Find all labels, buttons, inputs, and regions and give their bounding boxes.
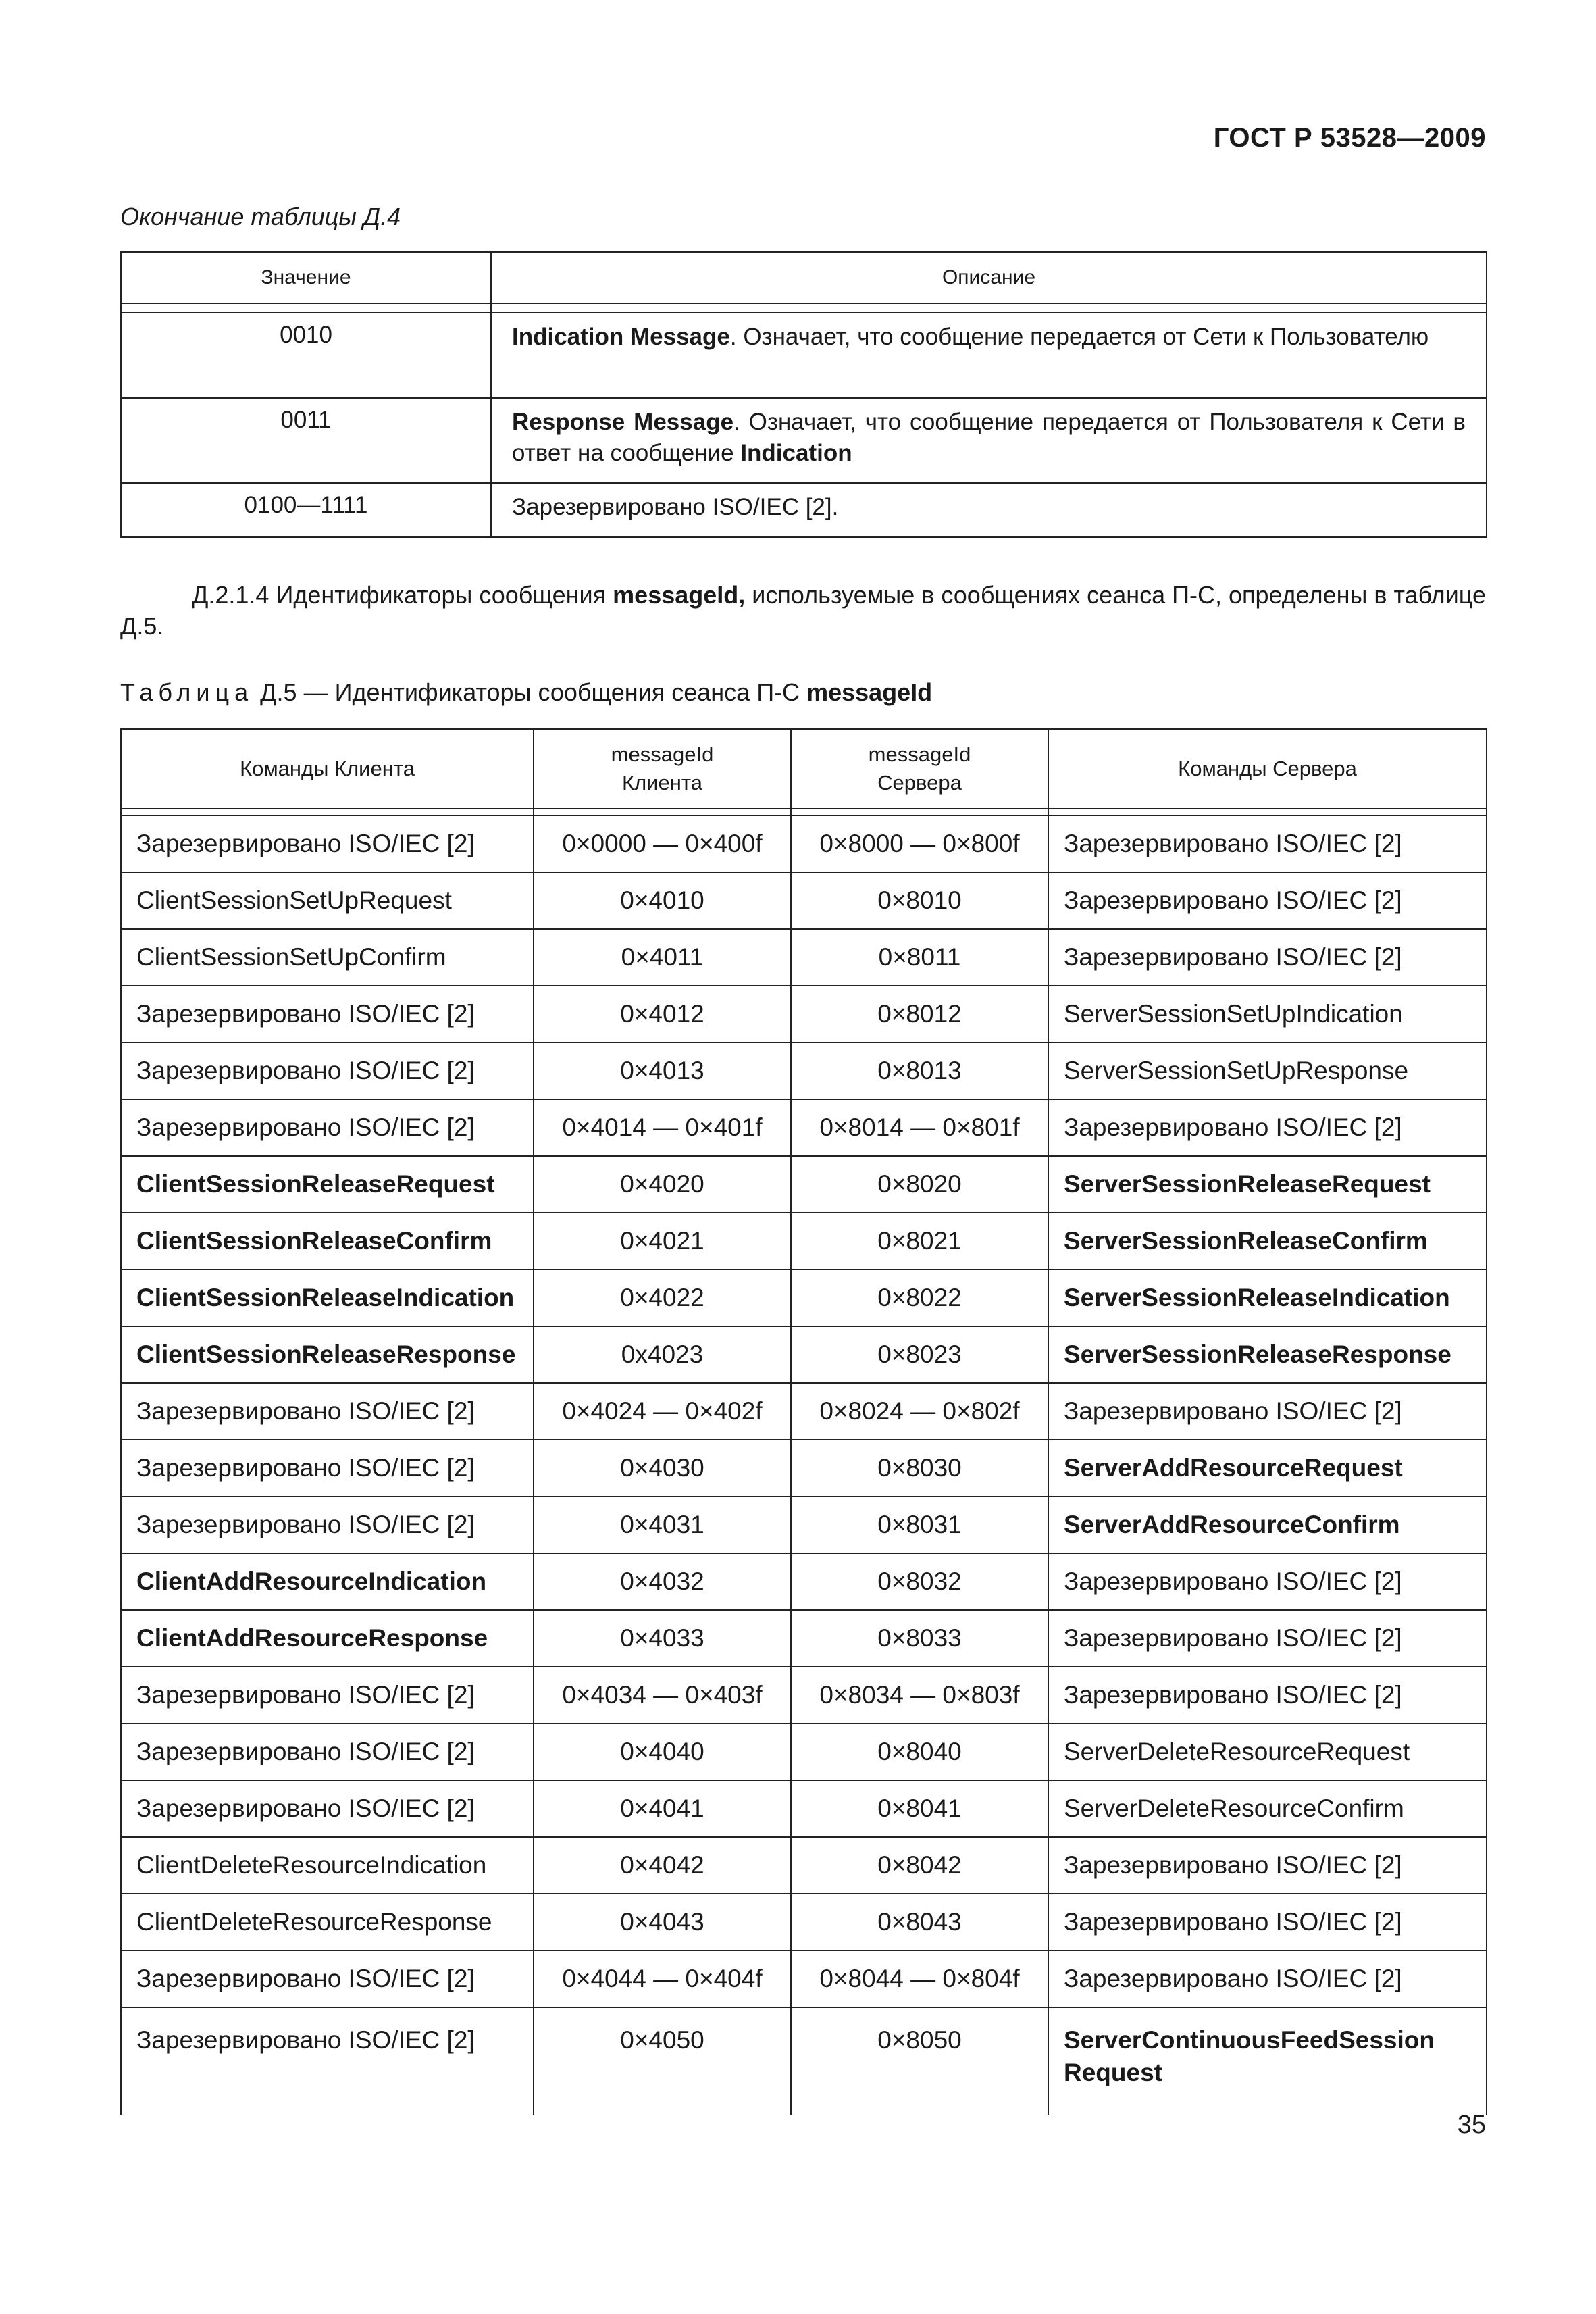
server-messageid-cell: 0×8050 bbox=[791, 2007, 1048, 2115]
client-messageid-cell: 0×4011 bbox=[534, 929, 791, 986]
client-command-cell: ClientSessionSetUpConfirm bbox=[121, 929, 534, 986]
server-command-cell: ServerSessionReleaseRequest bbox=[1048, 1156, 1487, 1213]
client-messageid-cell: 0×4043 bbox=[534, 1894, 791, 1951]
server-command-cell: ServerContinuousFeedSession Request bbox=[1048, 2007, 1487, 2115]
value-cell: 0010 bbox=[121, 313, 491, 398]
server-command-cell: Зарезервировано ISO/IEC [2] bbox=[1048, 1837, 1487, 1894]
server-messageid-cell: 0×8000 — 0×800f bbox=[791, 815, 1048, 872]
client-command-cell: Зарезервировано ISO/IEC [2] bbox=[121, 815, 534, 872]
client-messageid-cell: 0×4022 bbox=[534, 1269, 791, 1326]
server-messageid-cell: 0×8041 bbox=[791, 1780, 1048, 1837]
table-row bbox=[121, 1269, 1487, 1326]
server-command-cell: Зарезервировано ISO/IEC [2] bbox=[1048, 1610, 1487, 1667]
table-row bbox=[121, 986, 1487, 1042]
table-d4-caption: Окончание таблицы Д.4 bbox=[120, 203, 401, 230]
table-row bbox=[121, 872, 1487, 929]
table-row bbox=[121, 398, 1487, 483]
server-command-cell: Зарезервировано ISO/IEC [2] bbox=[1048, 1383, 1487, 1440]
client-command-cell: ClientSessionReleaseResponse bbox=[121, 1326, 534, 1383]
server-messageid-cell: 0×8023 bbox=[791, 1326, 1048, 1383]
server-command-cell: ServerSessionSetUpIndication bbox=[1048, 986, 1487, 1042]
client-command-cell: Зарезервировано ISO/IEC [2] bbox=[121, 1951, 534, 2007]
column-header-client-commands: Команды Клиента bbox=[121, 729, 534, 809]
server-command-cell: ServerDeleteResourceRequest bbox=[1048, 1724, 1487, 1780]
column-header-description: Описание bbox=[491, 252, 1487, 303]
body-paragraph: Д.2.1.4 Идентификаторы сообщения messageId, используемые в сообщениях сеанса П-С, определены в таблице Д.5. bbox=[120, 581, 1486, 640]
value-cell: 0100—1111 bbox=[121, 483, 491, 537]
server-messageid-cell: 0×8043 bbox=[791, 1894, 1048, 1951]
server-messageid-cell: 0×8030 bbox=[791, 1440, 1048, 1496]
table-row bbox=[121, 1724, 1487, 1780]
server-messageid-cell: 0×8034 — 0×803f bbox=[791, 1667, 1048, 1724]
server-messageid-cell: 0×8022 bbox=[791, 1269, 1048, 1326]
client-command-cell: Зарезервировано ISO/IEC [2] bbox=[121, 1383, 534, 1440]
client-command-cell: Зарезервировано ISO/IEC [2] bbox=[121, 1440, 534, 1496]
column-header-server-commands: Команды Сервера bbox=[1048, 729, 1487, 809]
client-messageid-cell: 0×4021 bbox=[534, 1213, 791, 1269]
value-cell: 0011 bbox=[121, 398, 491, 483]
client-messageid-cell: 0×4032 bbox=[534, 1553, 791, 1610]
server-command-cell: Зарезервировано ISO/IEC [2] bbox=[1048, 1099, 1487, 1156]
table-row bbox=[121, 1156, 1487, 1213]
table-row bbox=[121, 1099, 1487, 1156]
client-messageid-cell: 0×0000 — 0×400f bbox=[534, 815, 791, 872]
description-cell: Зарезервировано ISO/IEC [2]. bbox=[491, 483, 1487, 537]
client-messageid-cell: 0×4044 — 0×404f bbox=[534, 1951, 791, 2007]
server-messageid-cell: 0×8033 bbox=[791, 1610, 1048, 1667]
table-row bbox=[121, 815, 1487, 872]
client-command-cell: Зарезервировано ISO/IEC [2] bbox=[121, 1667, 534, 1724]
table-row bbox=[121, 1383, 1487, 1440]
document-id: ГОСТ Р 53528—2009 bbox=[1213, 123, 1486, 153]
server-messageid-cell: 0×8042 bbox=[791, 1837, 1048, 1894]
client-command-cell: ClientSessionSetUpRequest bbox=[121, 872, 534, 929]
description-cell: Indication Message. Означает, что сообщение передается от Сети к Пользователю bbox=[491, 313, 1487, 398]
server-command-cell: Зарезервировано ISO/IEC [2] bbox=[1048, 1951, 1487, 2007]
client-command-cell: Зарезервировано ISO/IEC [2] bbox=[121, 986, 534, 1042]
table-row bbox=[121, 1553, 1487, 1610]
client-command-cell: Зарезервировано ISO/IEC [2] bbox=[121, 2007, 534, 2115]
server-messageid-cell: 0×8024 — 0×802f bbox=[791, 1383, 1048, 1440]
table-row bbox=[121, 483, 1487, 537]
column-header-server-messageid: messageId Сервера bbox=[791, 729, 1048, 809]
table-d5 bbox=[120, 728, 1487, 2115]
client-command-cell: ClientAddResourceIndication bbox=[121, 1553, 534, 1610]
server-command-cell: Зарезервировано ISO/IEC [2] bbox=[1048, 815, 1487, 872]
client-command-cell: Зарезервировано ISO/IEC [2] bbox=[121, 1496, 534, 1553]
server-messageid-cell: 0×8040 bbox=[791, 1724, 1048, 1780]
server-command-cell: ServerDeleteResourceConfirm bbox=[1048, 1780, 1487, 1837]
client-messageid-cell: 0×4050 bbox=[534, 2007, 791, 2115]
client-command-cell: Зарезервировано ISO/IEC [2] bbox=[121, 1780, 534, 1837]
client-messageid-cell: 0x4023 bbox=[534, 1326, 791, 1383]
client-messageid-cell: 0×4041 bbox=[534, 1780, 791, 1837]
client-command-cell: ClientAddResourceResponse bbox=[121, 1610, 534, 1667]
client-messageid-cell: 0×4031 bbox=[534, 1496, 791, 1553]
client-messageid-cell: 0×4040 bbox=[534, 1724, 791, 1780]
server-messageid-cell: 0×8032 bbox=[791, 1553, 1048, 1610]
server-command-cell: ServerSessionSetUpResponse bbox=[1048, 1042, 1487, 1099]
client-messageid-cell: 0×4020 bbox=[534, 1156, 791, 1213]
server-messageid-cell: 0×8020 bbox=[791, 1156, 1048, 1213]
client-messageid-cell: 0×4042 bbox=[534, 1837, 791, 1894]
client-command-cell: ClientSessionReleaseConfirm bbox=[121, 1213, 534, 1269]
table-row bbox=[121, 1951, 1487, 2007]
server-messageid-cell: 0×8031 bbox=[791, 1496, 1048, 1553]
client-messageid-cell: 0×4024 — 0×402f bbox=[534, 1383, 791, 1440]
client-command-cell: ClientDeleteResourceResponse bbox=[121, 1894, 534, 1951]
client-messageid-cell: 0×4033 bbox=[534, 1610, 791, 1667]
table-d5-caption: Таблица Д.5 — Идентификаторы сообщения сеанса П-С messageId bbox=[120, 678, 933, 706]
table-row bbox=[121, 1326, 1487, 1383]
client-command-cell: ClientSessionReleaseIndication bbox=[121, 1269, 534, 1326]
table-row bbox=[121, 1440, 1487, 1496]
client-command-cell: Зарезервировано ISO/IEC [2] bbox=[121, 1724, 534, 1780]
column-header-client-messageid: messageId Клиента bbox=[534, 729, 791, 809]
client-messageid-cell: 0×4014 — 0×401f bbox=[534, 1099, 791, 1156]
server-messageid-cell: 0×8014 — 0×801f bbox=[791, 1099, 1048, 1156]
server-command-cell: Зарезервировано ISO/IEC [2] bbox=[1048, 929, 1487, 986]
table-row bbox=[121, 2007, 1487, 2115]
table-row bbox=[121, 1894, 1487, 1951]
table-row bbox=[121, 1496, 1487, 1553]
server-command-cell: ServerAddResourceConfirm bbox=[1048, 1496, 1487, 1553]
client-command-cell: Зарезервировано ISO/IEC [2] bbox=[121, 1099, 534, 1156]
table-row bbox=[121, 1780, 1487, 1837]
server-command-cell: ServerAddResourceRequest bbox=[1048, 1440, 1487, 1496]
table-row bbox=[121, 313, 1487, 398]
server-command-cell: ServerSessionReleaseConfirm bbox=[1048, 1213, 1487, 1269]
client-messageid-cell: 0×4010 bbox=[534, 872, 791, 929]
client-command-cell: ClientDeleteResourceIndication bbox=[121, 1837, 534, 1894]
client-messageid-cell: 0×4012 bbox=[534, 986, 791, 1042]
table-row bbox=[121, 1837, 1487, 1894]
server-command-cell: Зарезервировано ISO/IEC [2] bbox=[1048, 872, 1487, 929]
table-row bbox=[121, 1610, 1487, 1667]
client-messageid-cell: 0×4030 bbox=[534, 1440, 791, 1496]
server-messageid-cell: 0×8010 bbox=[791, 872, 1048, 929]
table-row bbox=[121, 1213, 1487, 1269]
server-messageid-cell: 0×8013 bbox=[791, 1042, 1048, 1099]
client-messageid-cell: 0×4034 — 0×403f bbox=[534, 1667, 791, 1724]
server-messageid-cell: 0×8012 bbox=[791, 986, 1048, 1042]
client-command-cell: Зарезервировано ISO/IEC [2] bbox=[121, 1042, 534, 1099]
server-messageid-cell: 0×8044 — 0×804f bbox=[791, 1951, 1048, 2007]
column-header-value: Значение bbox=[121, 252, 491, 303]
client-command-cell: ClientSessionReleaseRequest bbox=[121, 1156, 534, 1213]
table-d4 bbox=[120, 251, 1487, 538]
server-command-cell: Зарезервировано ISO/IEC [2] bbox=[1048, 1553, 1487, 1610]
table-row bbox=[121, 1042, 1487, 1099]
description-cell: Response Message. Означает, что сообщение передается от Пользователя к Сети в ответ на сообщение Indication bbox=[491, 398, 1487, 483]
server-command-cell: ServerSessionReleaseResponse bbox=[1048, 1326, 1487, 1383]
client-messageid-cell: 0×4013 bbox=[534, 1042, 791, 1099]
table-row bbox=[121, 929, 1487, 986]
table-row bbox=[121, 1667, 1487, 1724]
page-number: 35 bbox=[1457, 2111, 1486, 2139]
server-messageid-cell: 0×8011 bbox=[791, 929, 1048, 986]
server-command-cell: ServerSessionReleaseIndication bbox=[1048, 1269, 1487, 1326]
server-messageid-cell: 0×8021 bbox=[791, 1213, 1048, 1269]
server-command-cell: Зарезервировано ISO/IEC [2] bbox=[1048, 1894, 1487, 1951]
server-command-cell: Зарезервировано ISO/IEC [2] bbox=[1048, 1667, 1487, 1724]
